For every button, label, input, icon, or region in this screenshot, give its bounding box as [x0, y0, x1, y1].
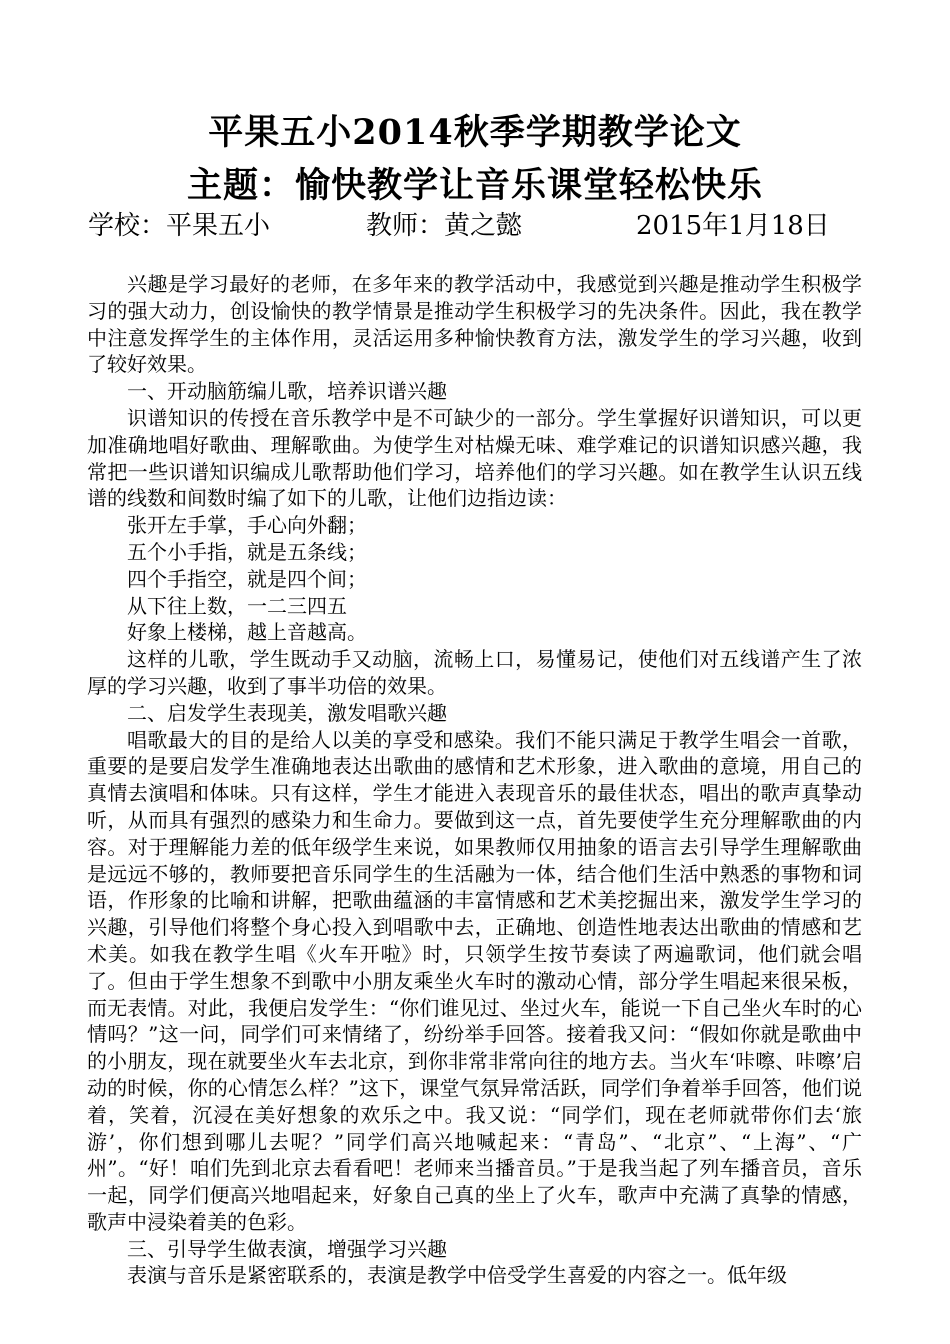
section-1-paragraph-1: 识谱知识的传授在音乐教学中是不可缺少的一部分。学生掌握好识谱知识，可以更加准确地唱好歌曲、理解歌曲。为使学生对枯燥无味、难学难记的识谱知识感兴趣，我常把一些识谱知识编成儿歌帮助他们学习，培养他们的学习兴趣。如在教学生认识五线谱的线数和间数时编了如下的儿歌，让他们边指边读：: [87, 405, 862, 511]
poem-line: 四个手指空，就是四个间；: [127, 566, 367, 591]
section-2-heading: 二、启发学生表现美，激发唱歌兴趣: [127, 700, 447, 725]
document-title: 平果五小2014秋季学期教学论文: [208, 112, 742, 153]
poem-line: 五个小手指，就是五条线；: [127, 539, 367, 564]
section-1-heading: 一、开动脑筋编儿歌，培养识谱兴趣: [127, 379, 447, 404]
section-3-paragraph-1: 表演与音乐是紧密联系的，表演是教学中倍受学生喜爱的内容之一。低年级: [127, 1263, 787, 1288]
poem-line: 张开左手掌，手心向外翻；: [127, 513, 367, 538]
date-label: 2015年1月18日: [636, 211, 830, 241]
school-label: 学校：平果五小: [88, 211, 271, 241]
intro-paragraph: 兴趣是学习最好的老师，在多年来的教学活动中，我感觉到兴趣是推动学生积极学习的强大动力，创设愉快的教学情景是推动学生积极学习的先决条件。因此，我在教学中注意发挥学生的主体作用，灵活运用多种愉快教育方法，激发学生的学习兴趣，收到了较好效果。: [87, 272, 862, 377]
section-3-heading: 三、引导学生做表演，增强学习兴趣: [127, 1236, 447, 1261]
author-info-line: [88, 205, 868, 245]
poem-line: 从下往上数，一二三四五: [127, 593, 347, 618]
section-1-paragraph-2: 这样的儿歌，学生既动手又动脑，流畅上口，易懂易记，使他们对五线谱产生了浓厚的学习兴趣，收到了事半功倍的效果。: [87, 647, 862, 698]
teacher-label: 教师：黄之懿: [366, 211, 523, 241]
document-body: [87, 271, 862, 1289]
poem-line: 好象上楼梯，越上音越高。: [127, 620, 367, 645]
document-subtitle: 主题：愉快教学让音乐课堂轻松快乐: [186, 165, 763, 206]
section-2-paragraph-1: 唱歌最大的目的是给人以美的享受和感染。我们不能只满足于教学生唱会一首歌，重要的是要启发学生准确地表达出歌曲的感情和艺术形象，进入歌曲的意境，用自己的真情去演唱和体味。只有这样，学生才能进入表现音乐的最佳状态，唱出的歌声真挚动听，从而具有强烈的感染力和生命力。要做到这一点，首先要使学生充分理解歌曲的内容。对于理解能力差的低年级学生来说，如果教师仅用抽象的语言去引导学生理解歌曲是远远不够的，教师要把音乐同学生的生活融为一体，结合他们生活中熟悉的事物和词语，作形象的比喻和讲解，把歌曲蕴涵的丰富情感和艺术美挖掘出来，激发学生学习的兴趣，引导他们将整个身心投入到唱歌中去，正确地、创造性地表达出歌曲的情感和艺术美。如我在教学生唱《火车开啦》时，只领学生按节奏读了两遍歌词，他们就会唱了。但由于学生想象不到歌中小朋友乘坐火车时的激动心情，部分学生唱起来很呆板，而无表情。对此，我便启发学生：“你们谁见过、坐过火车，能说一下自己坐火车时的心情吗？”这一问，同学们可来情绪了，纷纷举手回答。接着我又问：“假如你就是歌曲中的小朋友，现在就要坐火车去北京，到你非常非常向往的地方去。当火车‘咔嚓、咔嚓’启动的时候，你的心情怎么样？”这下，课堂气氛异常活跃，同学们争着举手回答，他们说着，笑着，沉浸在美好想象的欢乐之中。我又说：“同学们，现在老师就带你们去‘旅游’，你们想到哪儿去呢？”同学们高兴地喊起来：“青岛”、“北京”、“上海”、“广州”。“好！咱们先到北京去看看吧！老师来当播音员。”于是我当起了列车播音员，音乐一起，同学们便高兴地唱起来，好象自己真的坐上了火车，歌声中充满了真挚的情感，歌声中浸染着美的色彩。: [87, 727, 862, 1234]
